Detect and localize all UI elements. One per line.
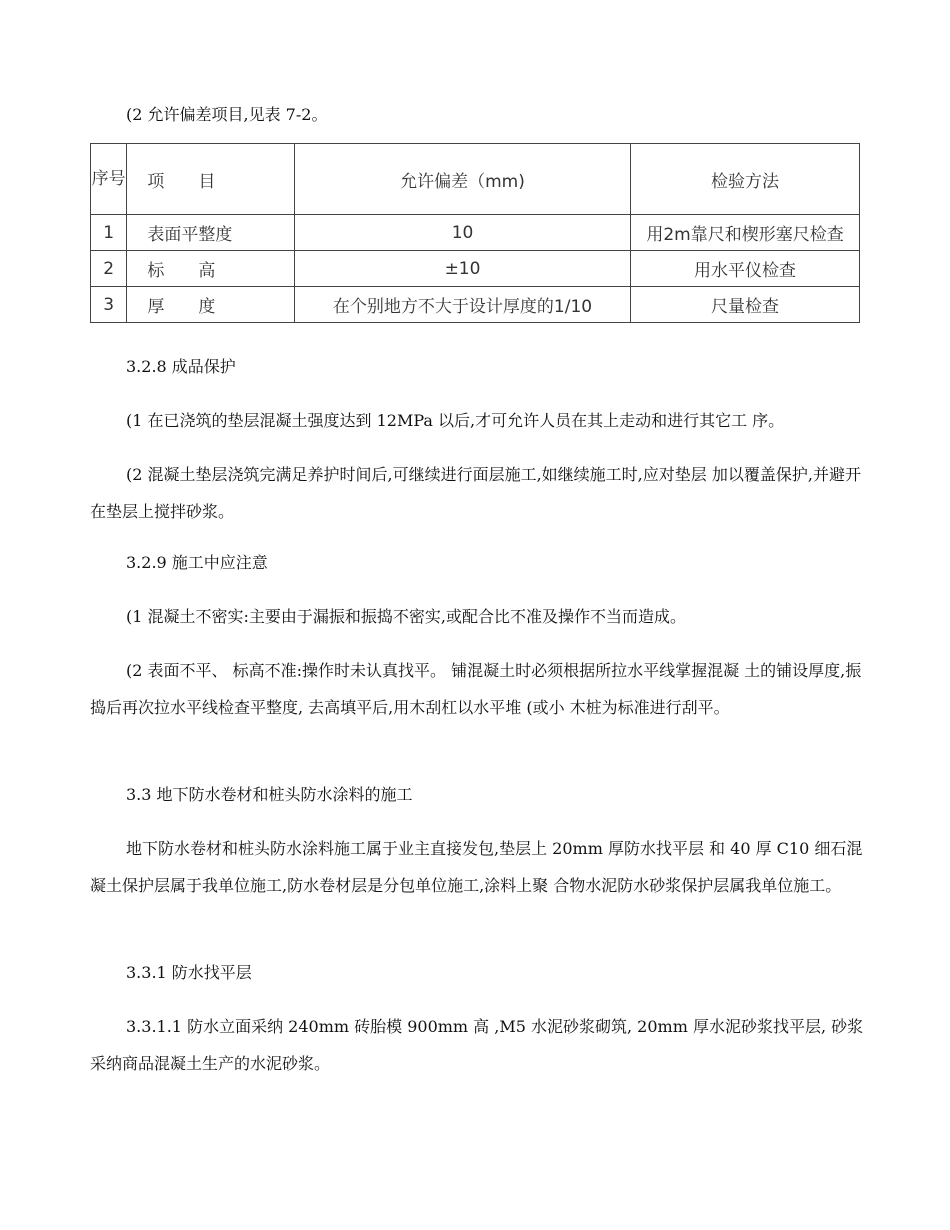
paragraph: (2 表面不平、 标高不准:操作时未认真找平。 铺混凝土时必须根据所拉水平线掌握混凝 土的铺设厚度,振捣后再次拉水平线检查平整度, 去高填平后,用木刮杠以水平堆 (或小 木桩为标准进行刮平。 (90, 661, 862, 717)
row-method: 尺量检查 (631, 287, 860, 323)
section-heading: 3.2.9 施工中应注意 (126, 553, 268, 572)
row-no: 2 (91, 251, 127, 287)
table-row (91, 215, 860, 251)
paragraph: (1 在已浇筑的垫层混凝土强度达到 12MPa 以后,才可允许人员在其上走动和进行其它工 序。 (126, 411, 785, 430)
row-deviation: 10 (294, 215, 630, 251)
row-no: 3 (91, 287, 127, 323)
row-deviation: 在个别地方不大于设计厚度的1/10 (294, 287, 630, 323)
intro-text: (2 允许偏差项目,见表 7-2。 (126, 105, 328, 124)
section-heading: 3.3.1 防水找平层 (126, 963, 252, 982)
section-heading: 3.3 地下防水卷材和桩头防水涂料的施工 (126, 785, 413, 804)
table-row (91, 287, 860, 323)
section-heading: 3.2.8 成品保护 (126, 357, 236, 376)
row-item: 标 高 (127, 251, 295, 287)
paragraph: (1 混凝土不密实:主要由于漏振和振捣不密实,或配合比不准及操作不当而造成。 (126, 607, 686, 626)
row-method: 用2m靠尺和楔形塞尺检查 (631, 215, 860, 251)
paragraph: 3.3.1.1 防水立面采纳 240mm 砖胎模 900mm 高 ,M5 水泥砂浆砌筑, 20mm 厚水泥砂浆找平层, 砂浆采纳商品混凝土生产的水泥砂浆。 (90, 1017, 864, 1073)
row-item: 表面平整度 (127, 215, 295, 251)
header-deviation: 允许偏差（mm) (294, 144, 630, 215)
paragraph: (2 混凝土垫层浇筑完满足养护时间后,可继续进行面层施工,如继续施工时,应对垫层 加以覆盖保护,并避开在垫层上搅拌砂浆。 (90, 465, 861, 521)
header-item (127, 144, 295, 215)
row-no: 1 (91, 215, 127, 251)
row-deviation: ±10 (294, 251, 630, 287)
table-row (91, 251, 860, 287)
paragraph: 地下防水卷材和桩头防水涂料施工属于业主直接发包,垫层上 20mm 厚防水找平层 和 40 厚 C10 细石混凝土保护层属于我单位施工,防水卷材层是分包单位施工,涂料上聚 合物水泥防水砂浆保护层属我单位施工。 (90, 839, 863, 895)
row-method: 用水平仪检查 (631, 251, 860, 287)
header-no: 序号 (91, 144, 127, 215)
deviation-table (90, 143, 860, 323)
row-item: 厚 度 (127, 287, 295, 323)
table-header-row (91, 144, 860, 215)
header-method: 检验方法 (631, 144, 860, 215)
header-item-label: 项 目 (147, 171, 216, 192)
